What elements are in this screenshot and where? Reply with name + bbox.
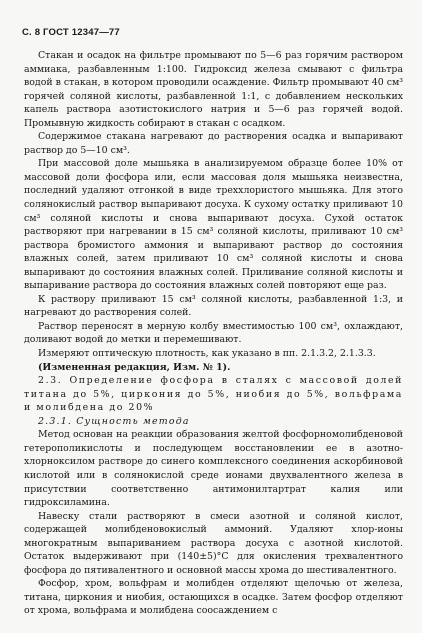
- paragraph: К раствору приливают 15 см³ соляной кислоты, разбавленной 1:3, и нагревают до растворения солей.: [24, 293, 403, 319]
- subsection-heading: 2.3.1. Сущность метода: [38, 415, 190, 427]
- body-text: [24, 49, 403, 618]
- paragraph: Метод основан на реакции образования желтой фосфорномолибденовой гетерополикислоты и последующем восстановлении ее в азотно-хлорноксилом растворе до синего комплексного соединения аскорбиновой кислотой или в солянокислой среде ионами двухвалентного железа в присутствии соответственно антимонилтартрат калия или гидроксиламина.: [24, 429, 403, 509]
- paragraph: Фосфор, хром, вольфрам и молибден отделяют щелочью от железа, титана, циркония и ниобия, остающихся в осадке. Затем фосфор отделяют от хрома, вольфрама и молибдена соосаждением с: [24, 578, 403, 617]
- paragraph: Измеряют оптическую плотность, как указано в пп. 2.1.3.2, 2.1.3.3.: [38, 348, 376, 360]
- section-heading: 2.3. Определение фосфора в сталях с массовой долей титана до 5%, циркония до 5%, ниобия до 5%, вольфрама и молибдена до 20%: [24, 375, 403, 414]
- paragraph: Навеску стали растворяют в смеси азотной и соляной кислот, содержащей молибденовокислый аммоний. Удаляют хлор-ионы многократным выпариванием раствора досуха с азотной кислотой. Остаток выдерживают при (140±5)°С для окисления трехвалентного фосфора до пятивалентного и основной массы хрома до шестивалентного.: [24, 510, 403, 576]
- page-header: С. 8 ГОСТ 12347—77: [22, 27, 120, 38]
- paragraph: Раствор переносят в мерную колбу вместимостью 100 см³, охлаждают, доливают водой до метки и перемешивают.: [24, 320, 403, 346]
- paragraph: Стакан и осадок на фильтре промывают по 5—6 раз горячим раствором аммиака, разбавленным 1:100. Гидроксид железа смывают с фильтра водой в стакан, в котором проводили осаждение. Фильтр промывают 40 см³ горячей соляной кислоты, разбавленной 1:1, с добавлением нескольких капель раствора азотистокислого натрия и 5—6 раз горячей водой. Промывную жидкость собирают в стакан с осадком.: [24, 50, 403, 129]
- paragraph: Содержимое стакана нагревают до растворения осадка и выпаривают раствор до 5—10 см³.: [24, 131, 403, 156]
- amendment-note: (Измененная редакция, Изм. № 1).: [38, 361, 231, 373]
- paragraph: При массовой доле мышьяка в анализируемом образце более 10% от массовой доли фосфора или, если массовая доля мышьяка неизвестна, последний удаляют отгонкой в виде треххлористого мышьяка. Для этого солянокислый раствор выпаривают досуха. К сухому остатку приливают 10 см³ соляной кислоты и снова выпаривают досуха. Сухой остаток растворяют при нагревании в 15 см³ соляной кислоты, приливают 10 см³ раствора бромистого аммония и выпаривают раствор до состояния влажных солей, затем приливают 10 см³ соляной кислоты и снова выпаривают до состояния влажных солей. Приливание соляной кислоты и выпаривание раствора до состояния влажных солей повторяют еще раз.: [24, 158, 403, 292]
